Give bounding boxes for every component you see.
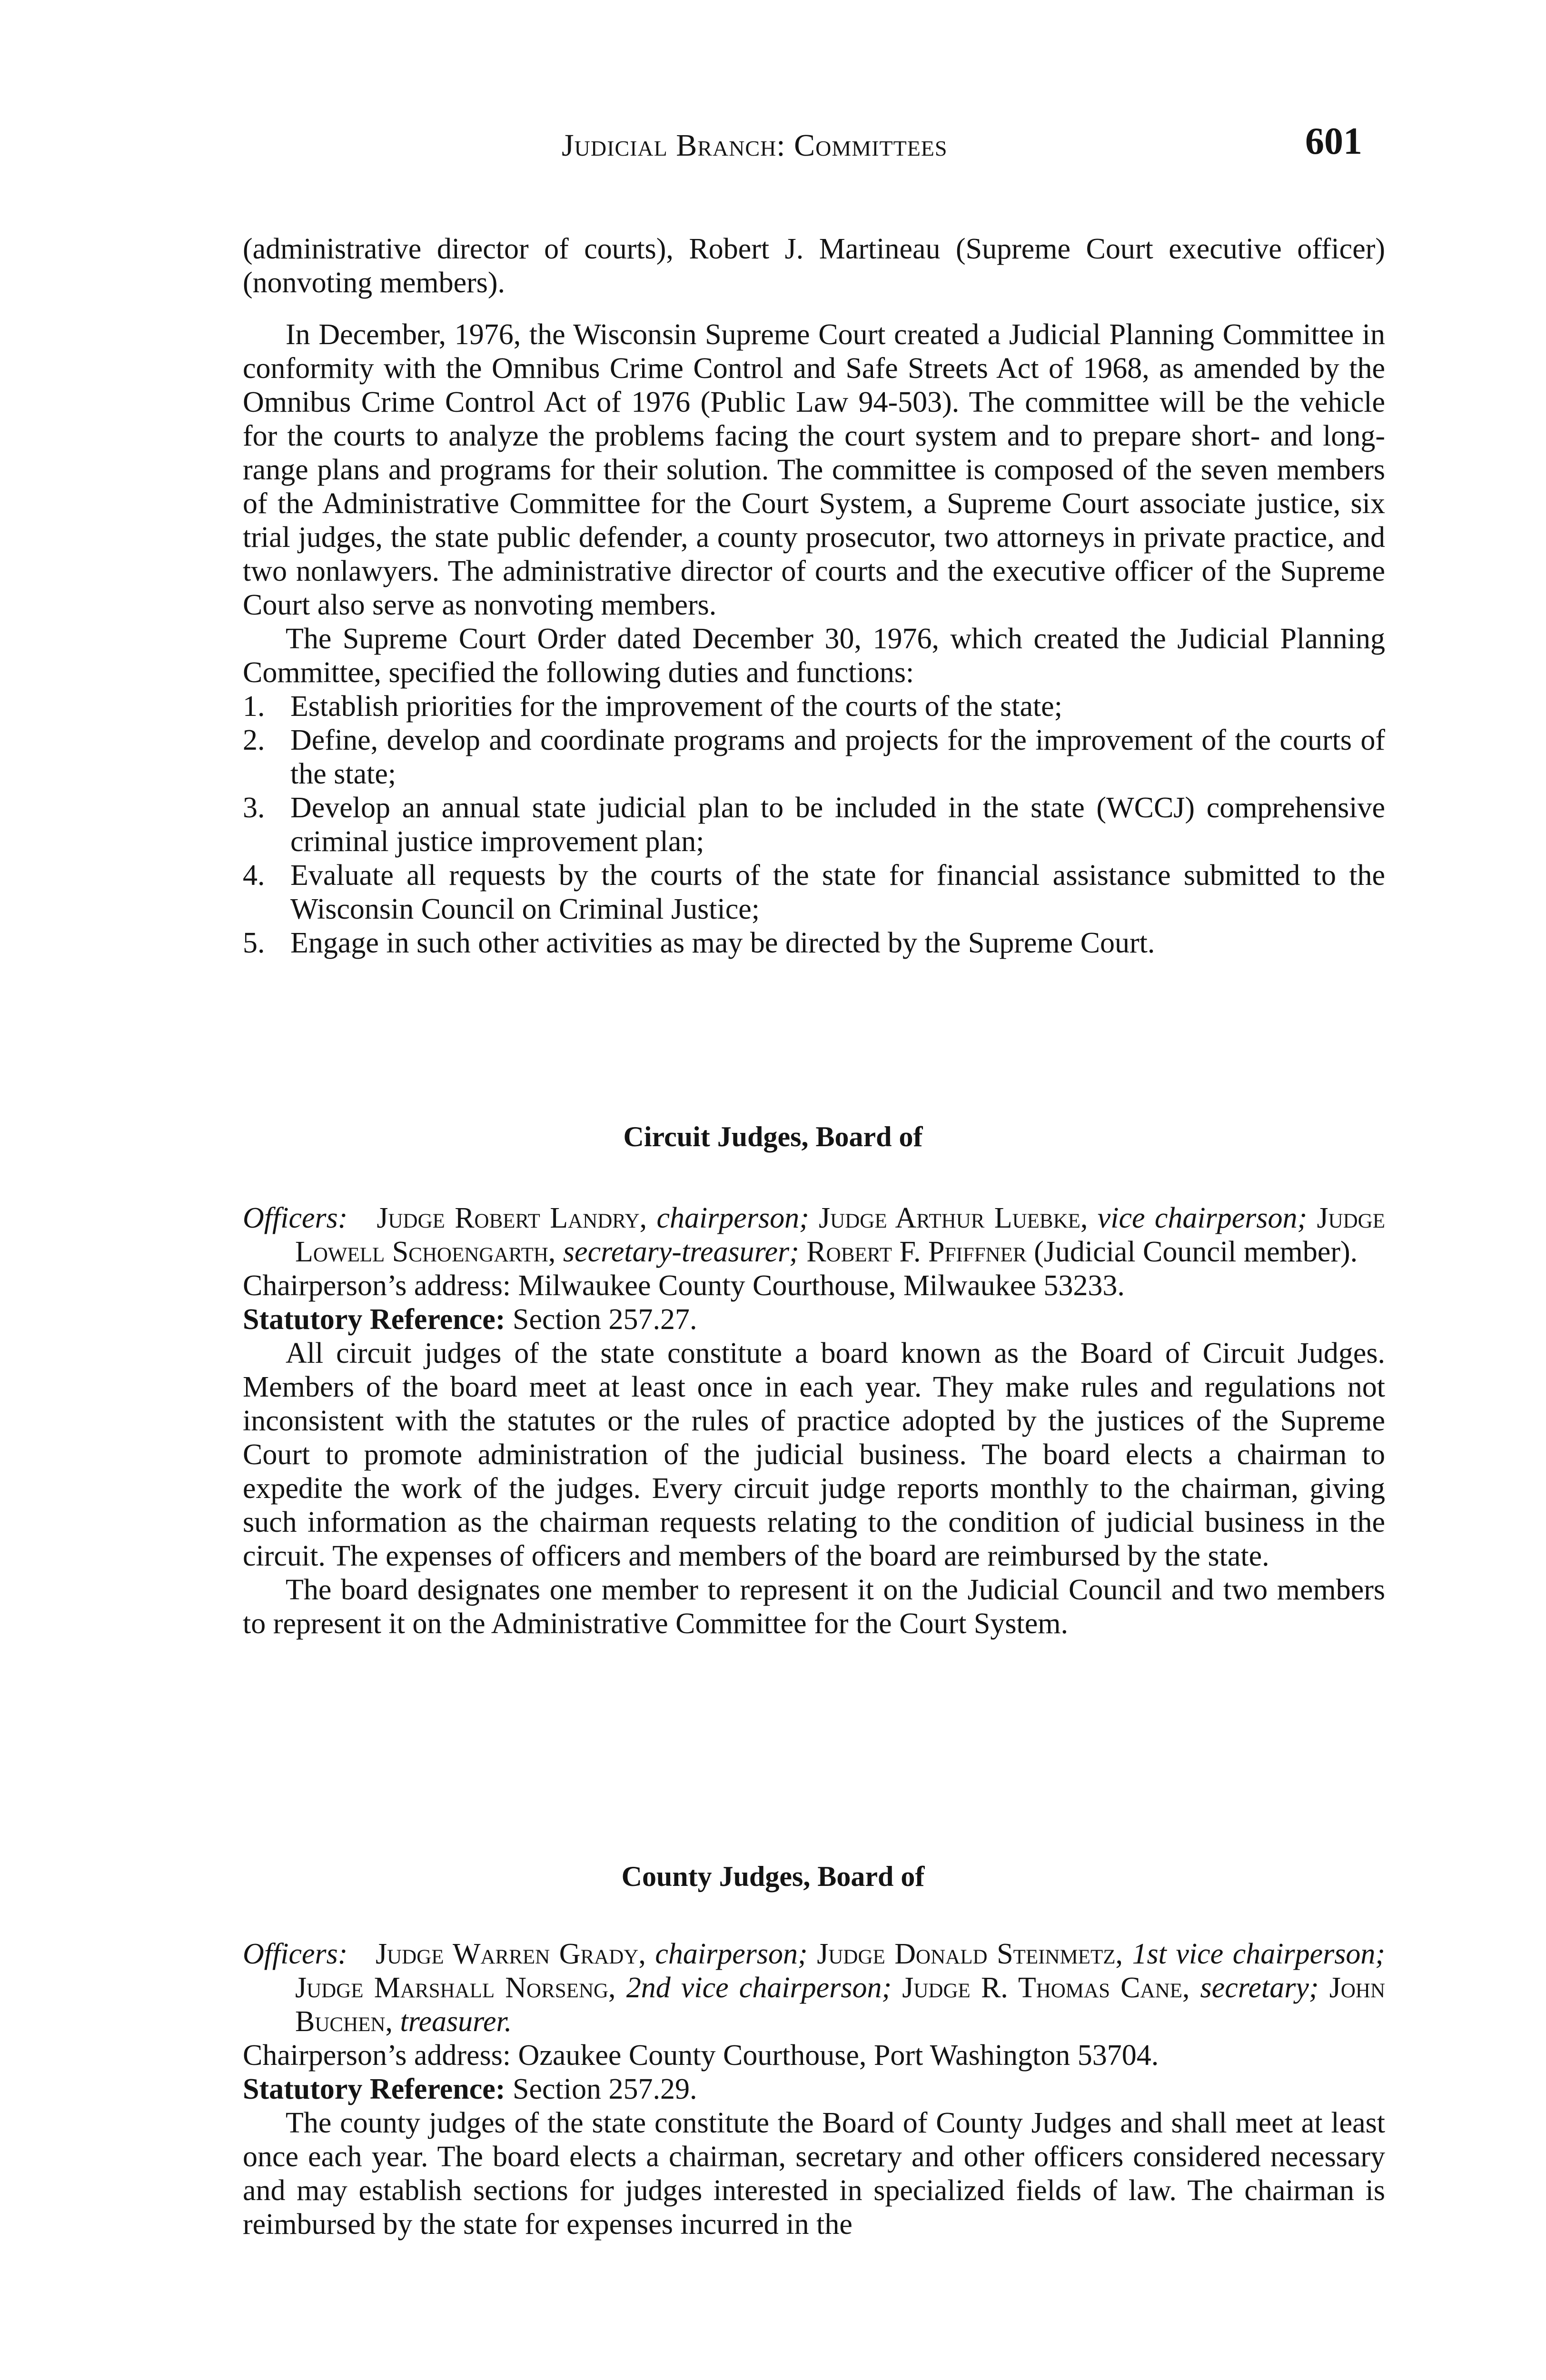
list-item-number: 3.	[243, 792, 265, 824]
list-item	[243, 926, 1385, 960]
planning-paragraph-1: In December, 1976, the Wisconsin Supreme Court created a Judicial Planning Committee in conformity with the Omnibus Crime Control and Safe Streets Act of 1968, as amended by the Omnibus Crime Control Act of 1976 (Public Law 94-503). The committee will be the vehicle for the courts to analyze the problems facing the court system and to prepare short- and long-range plans and programs for their solution. The committee is composed of the seven members of the Administrative Committee for the Court System, a Supreme Court associate justice, six trial judges, the state public defender, a county prosecutor, two attorneys in private practice, and two nonlawyers. The administrative director of courts and the executive officer of the Supreme Court also serve as nonvoting members.	[243, 318, 1385, 621]
list-item-text: Define, develop and coordinate programs and projects for the improvement of the courts of the state;	[290, 724, 1385, 790]
officer-role: chairperson;	[655, 1938, 808, 1970]
statutory-value: Section 257.29.	[512, 2073, 697, 2105]
planning-paragraph-2: The Supreme Court Order dated December 30, 1976, which created the Judicial Planning Committee, specified the following duties and functions:	[243, 623, 1385, 689]
county-address: Chairperson’s address: Ozaukee County Courthouse, Port Washington 53704.	[243, 2039, 1159, 2072]
officer-name: Judge Arthur Luebke,	[819, 1202, 1088, 1234]
statutory-value: Section 257.27.	[512, 1303, 697, 1336]
circuit-judges-heading: Circuit Judges, Board of	[623, 1121, 923, 1152]
circuit-officers	[243, 1201, 1385, 1269]
officer-name: Judge Lowell Schoengarth,	[295, 1202, 1385, 1268]
list-item-number: 2.	[243, 724, 265, 756]
continuation-paragraph: (administrative director of courts), Robert J. Martineau (Supreme Court executive officer) (nonvoting members).	[243, 233, 1385, 299]
county-judges-heading: County Judges, Board of	[621, 1861, 925, 1892]
officer-name: Judge R. Thomas Cane,	[902, 1972, 1190, 2004]
page-number: 601	[1305, 120, 1362, 162]
officer-role: (Judicial Council member).	[1034, 1236, 1358, 1268]
officer-name: Judge Robert Landry,	[377, 1202, 647, 1234]
judicial-planning-section	[243, 232, 1385, 960]
list-item-text: Establish priorities for the improvement of the courts of the state;	[290, 690, 1062, 723]
circuit-paragraph-2: The board designates one member to represent it on the Judicial Council and two members to represent it on the Administrative Committee for the Court System.	[243, 1574, 1385, 1640]
circuit-paragraph-1: All circuit judges of the state constitute a board known as the Board of Circuit Judges. Members of the board meet at least once in each year. They make rules and regulations not inconsistent with the statutes or the rules of practice adopted by the justices of the Supreme Court to promote administration of the judicial business. The board elects a chairman to expedite the work of the judges. Every circuit judge reports monthly to the chairman, giving such information as the chairman requests relating to the condition of judicial business in the circuit. The expenses of officers and members of the board are reimbursed by the state.	[243, 1337, 1385, 1572]
list-item	[243, 690, 1385, 724]
list-item-number: 1.	[243, 690, 265, 723]
officers-label: Officers:	[243, 1202, 348, 1234]
list-item-text: Evaluate all requests by the courts of the state for financial assistance submitted to the Wisconsin Council on Criminal Justice;	[290, 859, 1385, 925]
duties-list	[243, 690, 1385, 960]
county-statutory-reference	[243, 2073, 1385, 2106]
statutory-label: Statutory Reference:	[243, 1303, 505, 1336]
list-item-number: 4.	[243, 859, 265, 892]
circuit-judges-section	[243, 1201, 1385, 1641]
county-judges-section	[243, 1937, 1385, 2241]
circuit-statutory-reference	[243, 1303, 1385, 1337]
running-title: Judicial Branch: Committees	[562, 128, 948, 163]
officer-role: secretary-treasurer;	[563, 1236, 799, 1268]
officer-name: Judge Marshall Norseng,	[295, 1972, 616, 2004]
officers-label: Officers:	[243, 1938, 348, 1970]
officer-role: secretary;	[1200, 1972, 1319, 2004]
list-item-text: Engage in such other activities as may be directed by the Supreme Court.	[290, 927, 1155, 959]
officer-name: John Buchen,	[295, 1972, 1386, 2038]
officer-role: 2nd vice chairperson;	[626, 1972, 892, 2004]
list-item	[243, 724, 1385, 791]
county-paragraph-1: The county judges of the state constitute the Board of County Judges and shall meet at least once each year. The board elects a chairman, secretary and other officers considered necessary and may establish sections for judges interested in specialized fields of law. The chairman is reimbursed by the state for expenses incurred in the	[243, 2107, 1385, 2241]
officer-name: Robert F. Pfiffner	[806, 1236, 1027, 1268]
list-item	[243, 791, 1385, 859]
officer-name: Judge Warren Grady,	[375, 1938, 646, 1970]
list-item-number: 5.	[243, 927, 265, 959]
county-officers	[243, 1937, 1385, 2039]
officer-role: 1st vice chairperson;	[1132, 1938, 1385, 1970]
officer-role: treasurer.	[400, 2005, 512, 2038]
statutory-label: Statutory Reference:	[243, 2073, 505, 2105]
officer-name: Judge Donald Steinmetz,	[817, 1938, 1123, 1970]
circuit-address: Chairperson’s address: Milwaukee County Courthouse, Milwaukee 53233.	[243, 1269, 1125, 1302]
officer-role: chairperson;	[656, 1202, 809, 1234]
list-item-text: Develop an annual state judicial plan to be included in the state (WCCJ) comprehensive criminal justice improvement plan;	[290, 792, 1385, 858]
officer-role: vice chairperson;	[1097, 1202, 1308, 1234]
list-item	[243, 859, 1385, 926]
